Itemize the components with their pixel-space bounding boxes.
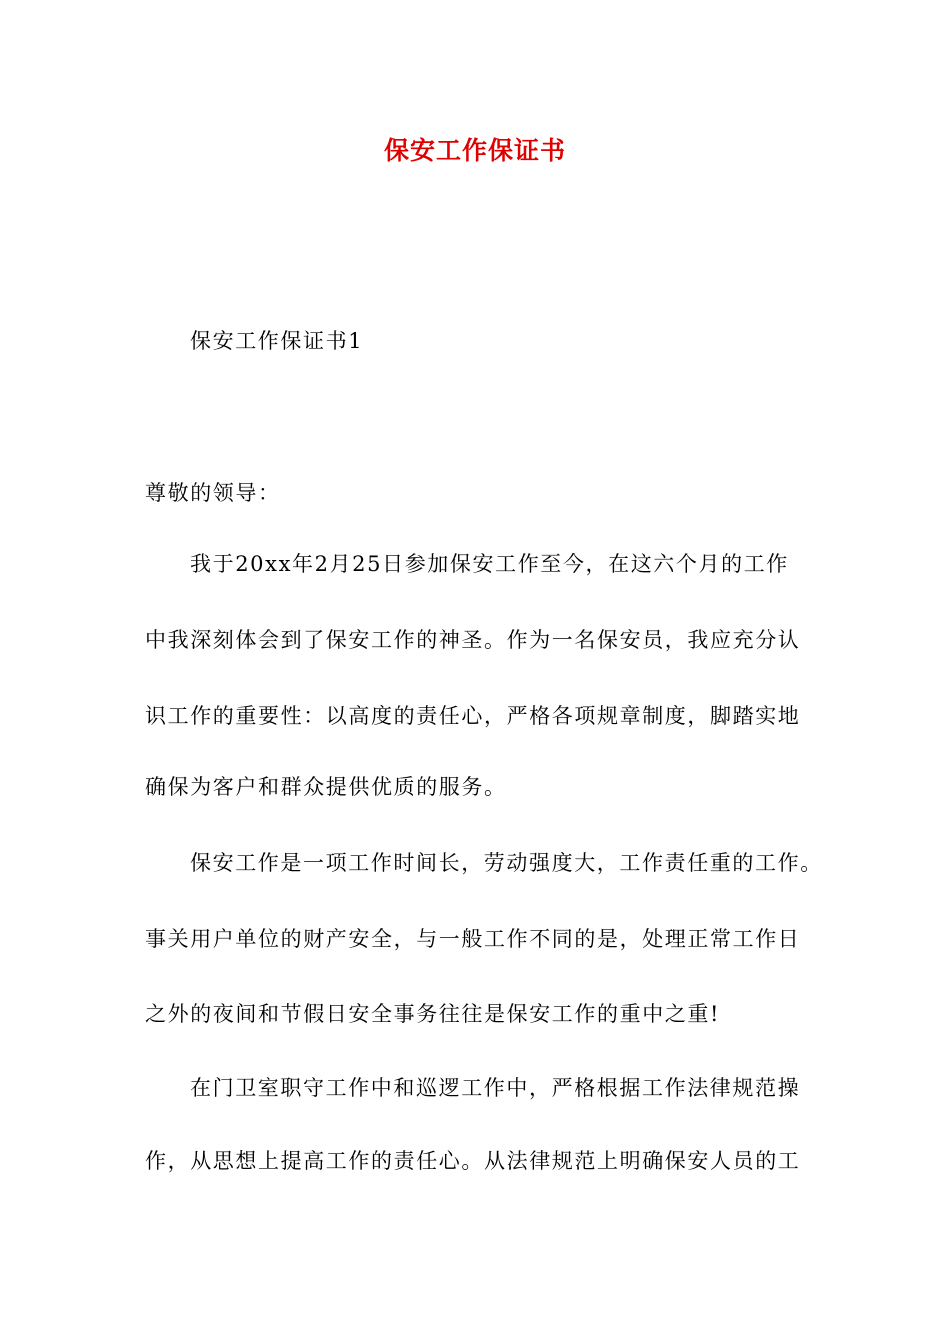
paragraph-line: 识工作的重要性：以高度的责任心，严格各项规章制度，脚踏实地 — [145, 704, 801, 728]
paragraph-line: 我于20xx年2月25日参加保安工作至今，在这六个月的工作 — [190, 552, 789, 576]
document-title: 保安工作保证书 — [383, 136, 566, 165]
paragraph-line: 确保为客户和群众提供优质的服务。 — [145, 775, 507, 799]
paragraph-line: 中我深刻体会到了保安工作的神圣。作为一名保安员，我应充分认 — [145, 628, 801, 652]
paragraph-line: 在门卫室职守工作中和巡逻工作中，严格根据工作法律规范操 — [190, 1076, 801, 1100]
salutation: 尊敬的领导： — [145, 481, 281, 505]
document-subtitle: 保安工作保证书1 — [190, 329, 364, 353]
paragraph-line: 事关用户单位的财产安全，与一般工作不同的是，处理正常工作日 — [145, 927, 801, 951]
paragraph-line: 作，从思想上提高工作的责任心。从法律规范上明确保安人员的工 — [145, 1149, 801, 1173]
paragraph-line: 保安工作是一项工作时间长，劳动强度大，工作责任重的工作。 — [190, 851, 823, 875]
paragraph-line: 之外的夜间和节假日安全事务往往是保安工作的重中之重! — [145, 1002, 721, 1026]
